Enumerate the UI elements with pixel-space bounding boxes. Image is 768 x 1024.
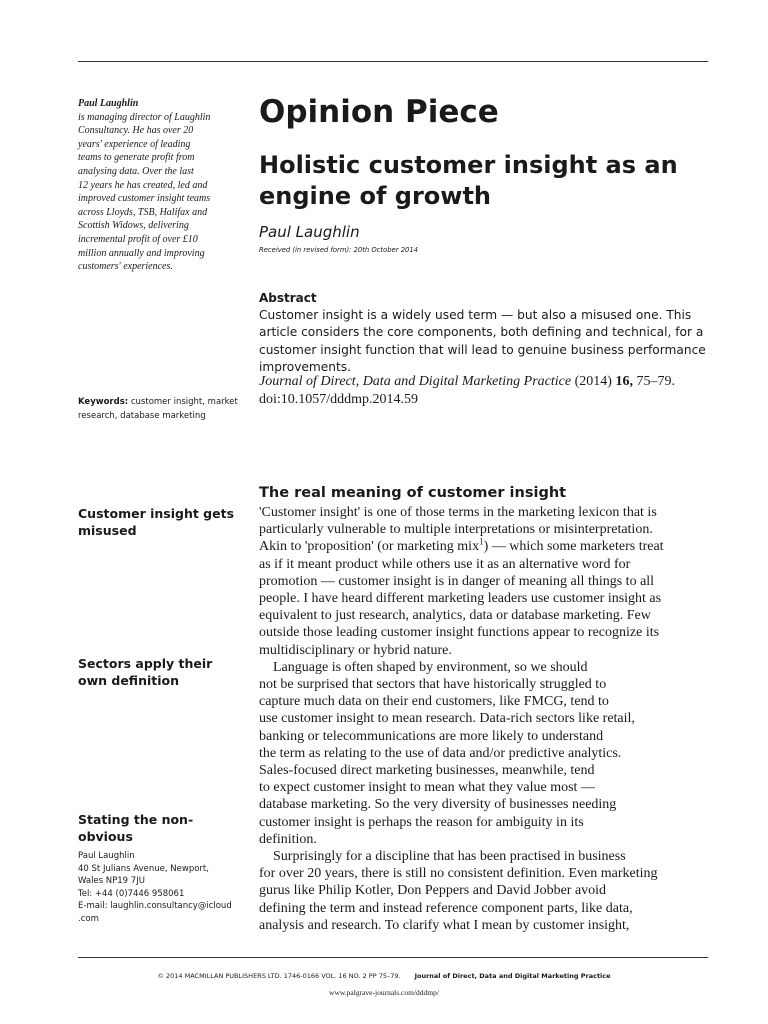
body-line: database marketing. So the very diversity of businesses needing [259,797,617,813]
margin-heading-line: Sectors apply their [78,656,213,671]
received-date: Received (in revised form): 20th October 2014 [259,246,418,254]
citation-year: (2014) [571,374,616,389]
body-line: multidisciplinary or hybrid nature. [259,642,452,658]
body-line: banking or telecommunications are more likely to understand [259,728,604,744]
abstract-line: improvements. [259,359,352,374]
body-line: capture much data on their end customers, like FMCG, tend to [259,694,609,710]
margin-heading [78,812,243,845]
footer-url[interactable]: www.palgrave-journals.com/dddmp/ [329,988,439,997]
body-line: to expect customer insight to mean what they value most — [259,780,595,796]
bio-line: 12 years he has created, led and [78,179,208,191]
article-title [259,150,699,212]
margin-heading-line: own definition [78,672,180,688]
footer-copyright: © 2014 MACMILLAN PUBLISHERS LTD. 1746-0166 VOL. 16 NO. 2 PP 75–79. [157,972,401,980]
keywords-label: Keywords: [78,397,129,407]
body-line: use customer insight to mean research. Data-rich sectors like retail, [259,711,635,727]
keywords-text: research, database marketing [78,411,206,421]
footer-journal: Journal of Direct, Data and Digital Marketing Practice [414,972,611,980]
header-rule [78,61,708,62]
citation-journal: Journal of Direct, Data and Digital Marketing Practice [259,374,572,389]
body-line: defining the term and instead reference component parts, like data, [259,900,633,916]
title-line: Holistic customer insight as an [259,151,678,179]
email-address[interactable]: E-mail: laughlin.consultancy@icloud [78,901,232,912]
footer-rule [78,957,708,958]
margin-heading [78,506,243,539]
body-text [259,504,711,934]
abstract-line: article considers the core components, both defining and technical, for a [259,325,704,340]
abstract-heading: Abstract [259,291,317,305]
keywords-text: customer insight, market [128,397,238,407]
bio-line: Consultancy. He has over 20 [78,125,194,137]
margin-heading-line: Stating the non- [78,812,194,827]
citation-volume: 16, [615,374,633,389]
abstract-text [259,307,711,376]
correspondence-address [78,850,243,926]
body-text-fragment: Akin to 'proposition' (or marketing mix [259,539,480,555]
doi-link[interactable]: doi:10.1057/dddmp.2014.59 [259,391,419,407]
body-line [259,538,711,555]
title-line: engine of growth [259,182,492,210]
margin-heading-line: Customer insight gets [78,506,235,521]
margin-heading-line: obvious [78,828,133,844]
address-line: 40 St Julians Avenue, Newport, [78,863,209,874]
author-name: Paul Laughlin [259,223,360,241]
bio-line: teams to generate profit from [78,152,195,164]
body-line: equivalent to just research, analytics, data or database marketing. Few [259,608,651,624]
body-line: Surprisingly for a discipline that has been practised in business [273,849,626,865]
body-line: analysis and research. To clarify what I mean by customer insight, [259,917,630,933]
body-line: Language is often shaped by environment, so we should [273,659,588,675]
bio-line: is managing director of Laughlin [78,111,211,123]
body-line: definition. [259,831,317,847]
bio-line: across Lloyds, TSB, Halifax and [78,206,208,218]
section-heading: The real meaning of customer insight [259,485,567,501]
abstract-line: Customer insight is a widely used term — but also a misused one. This [259,308,692,322]
body-line: promotion — customer insight is in danger of meaning all things to all [259,573,655,589]
address-line: Paul Laughlin [78,851,135,861]
body-line: as if it meant product while others use it as an alternative word for [259,556,631,572]
body-line: Sales-focused direct marketing businesses, meanwhile, tend [259,763,595,779]
keywords [78,395,243,423]
abstract-line: customer insight function that will lead to genuine business performance [259,342,706,357]
bio-line: analysing data. Over the last [78,165,194,177]
body-line: outside those leading customer insight functions appear to recognize its [259,625,660,641]
bio-line: customers' experiences. [78,261,173,273]
bio-line: years' experience of leading [78,138,191,150]
section-label: Opinion Piece [259,94,499,130]
body-line: the term as relating to the use of data and/or predictive analytics. [259,745,622,761]
margin-heading-line: misused [78,522,137,538]
footnote-marker[interactable]: 1 [479,536,484,547]
body-text-fragment: ) — which some marketers treat [483,539,664,555]
bio-line: improved customer insight teams [78,193,211,205]
bio-line: million annually and improving [78,247,205,259]
bio-line: incremental profit of over £10 [78,233,198,245]
body-line: customer insight is perhaps the reason for ambiguity in its [259,814,584,830]
citation-pages: 75–79. [632,374,675,389]
body-line: gurus like Philip Kotler, Don Peppers and David Jobber avoid [259,883,607,899]
address-line: Wales NP19 7JU [78,876,145,887]
bio-name: Paul Laughlin [78,98,139,109]
address-line: Tel: +44 (0)7446 958061 [78,888,185,899]
author-bio [78,97,243,274]
email-address-cont[interactable]: .com [78,913,99,924]
body-line: 'Customer insight' is one of those terms in the marketing lexicon that is [259,505,657,520]
bio-line: Scottish Widows, delivering [78,220,189,232]
body-line: not be surprised that sectors that have historically struggled to [259,677,607,693]
page-footer [0,972,768,981]
body-line: particularly vulnerable to multiple interpretations or misinterpretation. [259,522,653,538]
margin-heading [78,656,243,689]
body-line: people. I have heard different marketing leaders use customer insight as [259,591,662,607]
citation [259,373,711,408]
body-line: for over 20 years, there is still no consistent definition. Even marketing [259,866,658,882]
